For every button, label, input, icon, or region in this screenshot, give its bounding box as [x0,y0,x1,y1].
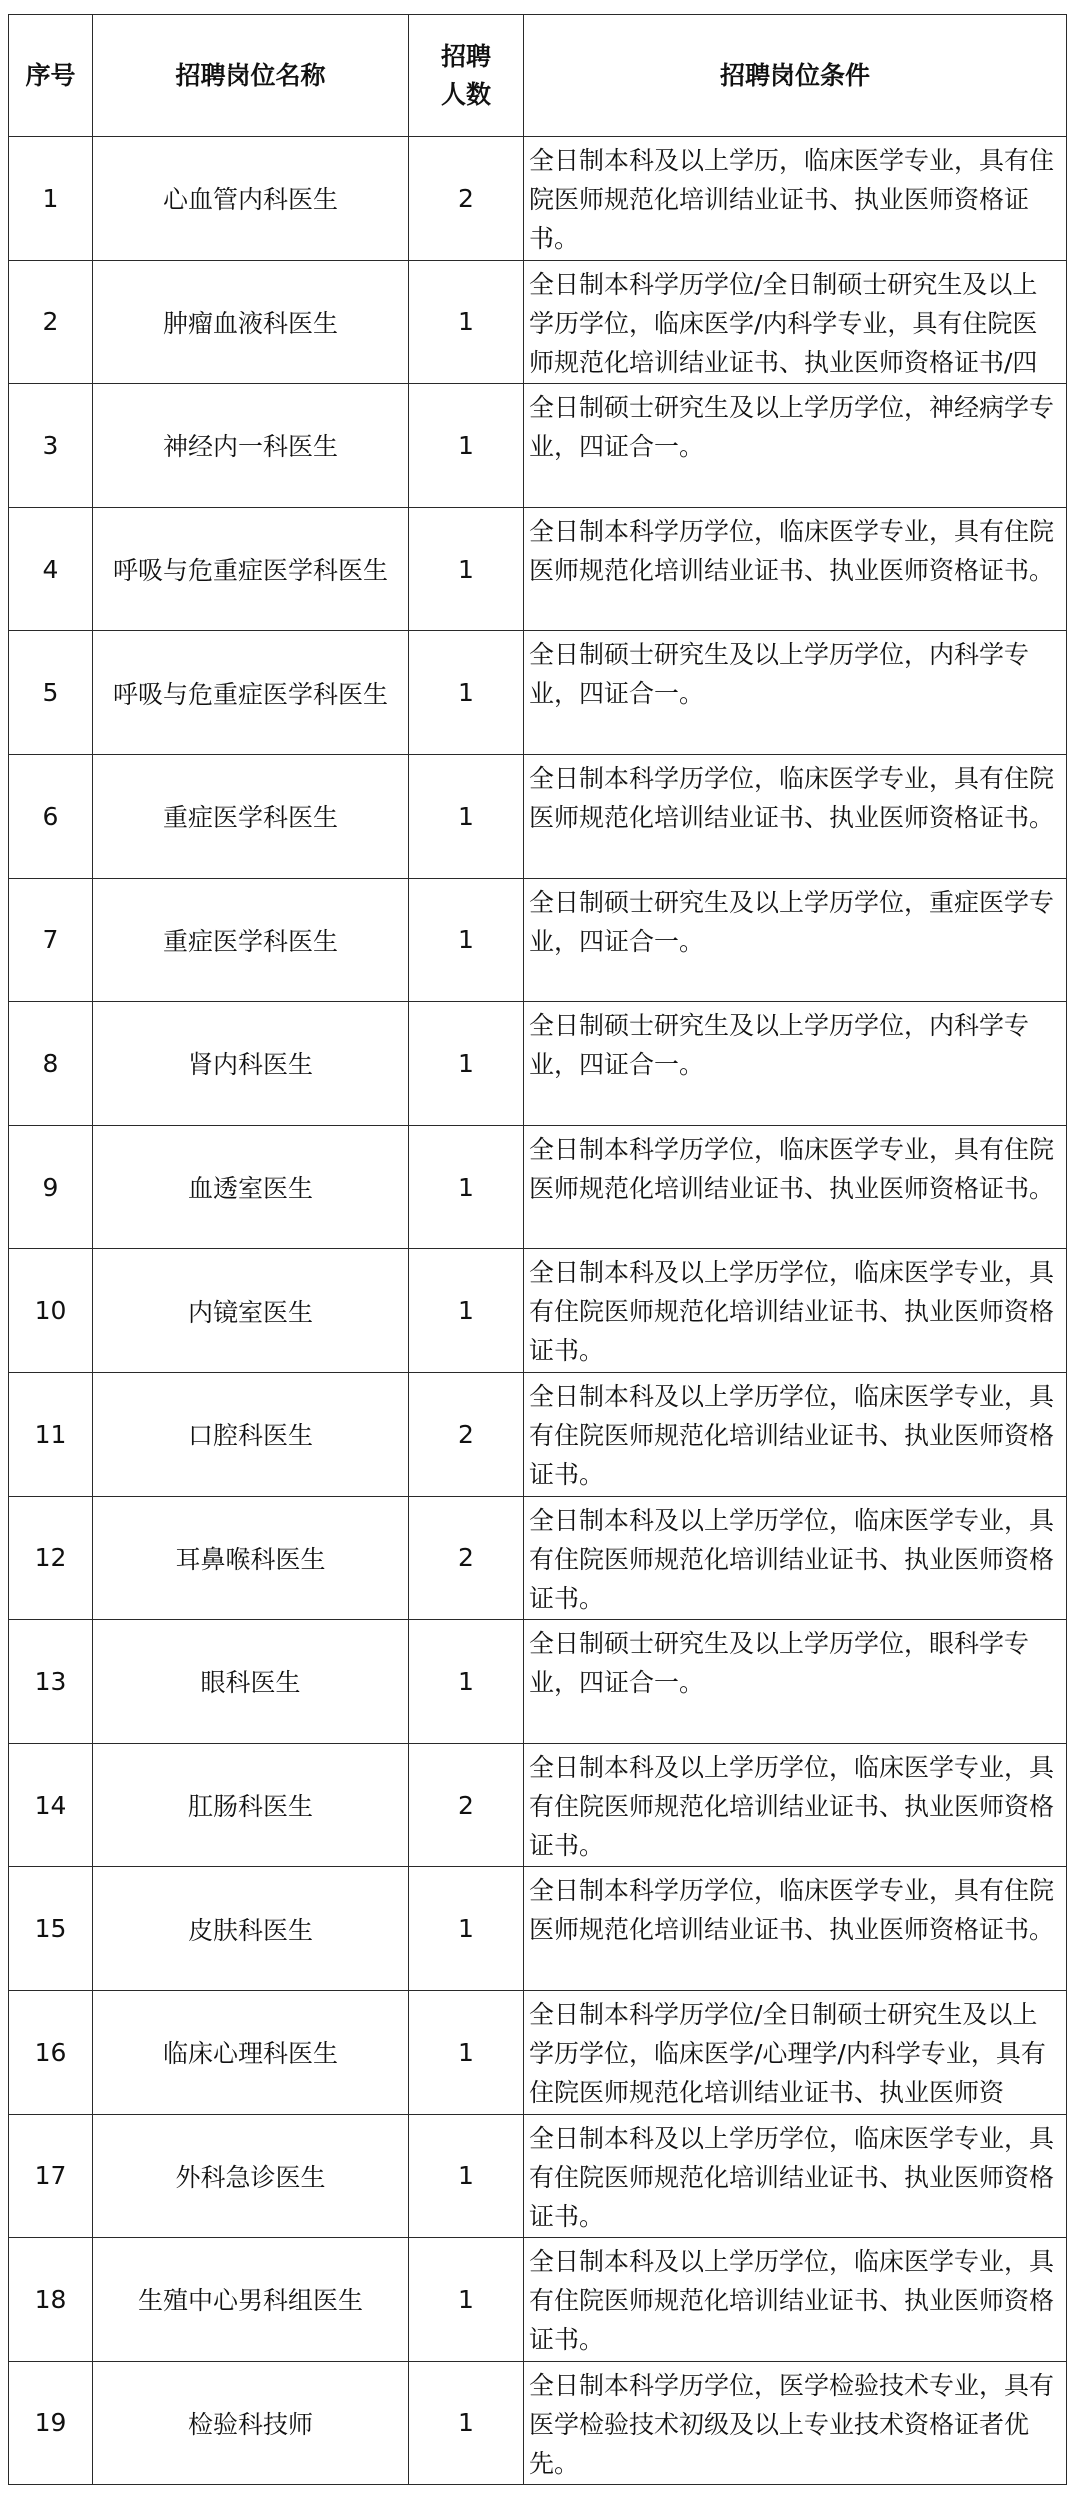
requirements-text: 全日制硕士研究生及以上学历学位，重症医学专业，四证合一。 [529,887,1055,956]
requirements-cell [524,1002,1067,1126]
hire-count: 1 [409,2361,524,2485]
requirements-text: 全日制硕士研究生及以上学历学位，眼科学专业，四证合一。 [529,1629,1030,1698]
row-index: 7 [9,878,93,1002]
hire-count: 2 [409,1743,524,1867]
hire-count: 2 [409,1496,524,1620]
hire-count: 1 [409,260,524,384]
table-row [9,1002,1067,1126]
requirements-cell [524,2114,1067,2238]
position-name: 呼吸与危重症医学科医生 [93,507,409,631]
requirements-cell [524,1743,1067,1867]
requirements-text: 全日制本科学历学位，临床医学专业，具有住院医师规范化培训结业证书、执业医师资格证书。 [529,763,1055,832]
position-name: 生殖中心男科组医生 [93,2238,409,2362]
requirements-cell [524,2238,1067,2362]
position-name: 神经内一科医生 [93,384,409,508]
recruitment-table [8,14,1067,2485]
requirements-cell [524,507,1067,631]
requirements-text: 全日制本科及以上学历学位，临床医学专业，具有住院医师规范化培训结业证书、执业医师资格证书。 [529,2247,1055,2355]
hire-count: 1 [409,1867,524,1991]
requirements-text: 全日制本科及以上学历学位，临床医学专业，具有住院医师规范化培训结业证书、执业医师资格证书。 [529,1752,1055,1860]
hire-count: 1 [409,1249,524,1373]
requirements-text: 全日制本科及以上学历学位，临床医学专业，具有住院医师规范化培训结业证书、执业医师资格证书。 [529,1381,1055,1489]
position-name: 呼吸与危重症医学科医生 [93,631,409,755]
header-count-label: 招聘人数 [440,42,491,109]
table-body [9,137,1067,2485]
table-row [9,2114,1067,2238]
position-name: 眼科医生 [93,1620,409,1744]
row-index: 15 [9,1867,93,1991]
row-index: 11 [9,1372,93,1496]
row-index: 17 [9,2114,93,2238]
requirements-cell [524,1249,1067,1373]
requirements-text: 全日制本科学历学位/全日制硕士研究生及以上学历学位，临床医学/内科学专业，具有住院医师规范化培训结业证书、执业医师资格证书/四 [529,269,1038,377]
row-index: 12 [9,1496,93,1620]
requirements-cell [524,754,1067,878]
requirements-text: 全日制本科及以上学历学位，临床医学专业，具有住院医师规范化培训结业证书、执业医师资格证书。 [529,1258,1055,1366]
table-row [9,878,1067,1002]
position-name: 肿瘤血液科医生 [93,260,409,384]
table-row [9,1990,1067,2114]
hire-count: 2 [409,137,524,261]
header-position: 招聘岗位名称 [93,15,409,137]
hire-count: 1 [409,1620,524,1744]
requirements-cell [524,1125,1067,1249]
table-row [9,1249,1067,1373]
requirements-text: 全日制本科学历学位，临床医学专业，具有住院医师规范化培训结业证书、执业医师资格证书。 [529,516,1055,585]
row-index: 14 [9,1743,93,1867]
hire-count: 1 [409,1990,524,2114]
row-index: 9 [9,1125,93,1249]
hire-count: 1 [409,384,524,508]
requirements-cell [524,384,1067,508]
row-index: 10 [9,1249,93,1373]
hire-count: 1 [409,507,524,631]
table-row [9,1867,1067,1991]
requirements-text: 全日制本科及以上学历学位，临床医学专业，具有住院医师规范化培训结业证书、执业医师资格证书。 [529,2123,1055,2231]
row-index: 8 [9,1002,93,1126]
requirements-cell [524,137,1067,261]
position-name: 内镜室医生 [93,1249,409,1373]
requirements-cell [524,2361,1067,2485]
requirements-text: 全日制本科学历学位，临床医学专业，具有住院医师规范化培训结业证书、执业医师资格证书。 [529,1876,1055,1945]
requirements-text: 全日制硕士研究生及以上学历学位，内科学专业，四证合一。 [529,640,1030,709]
requirements-text: 全日制本科及以上学历，临床医学专业，具有住院医师规范化培训结业证书、执业医师资格证书。 [529,146,1055,253]
requirements-cell [524,1620,1067,1744]
requirements-cell [524,1867,1067,1991]
table-row [9,754,1067,878]
header-index: 序号 [9,15,93,137]
requirements-cell [524,260,1067,384]
requirements-cell [524,878,1067,1002]
hire-count: 1 [409,754,524,878]
row-index: 5 [9,631,93,755]
position-name: 检验科技师 [93,2361,409,2485]
position-name: 外科急诊医生 [93,2114,409,2238]
hire-count: 1 [409,2114,524,2238]
table-row [9,2238,1067,2362]
row-index: 4 [9,507,93,631]
header-requirements: 招聘岗位条件 [524,15,1067,137]
row-index: 16 [9,1990,93,2114]
requirements-text: 全日制硕士研究生及以上学历学位，内科学专业，四证合一。 [529,1011,1030,1080]
table-row [9,137,1067,261]
table-row [9,2361,1067,2485]
row-index: 19 [9,2361,93,2485]
row-index: 6 [9,754,93,878]
position-name: 重症医学科医生 [93,754,409,878]
requirements-cell [524,1496,1067,1620]
hire-count: 1 [409,878,524,1002]
table-row [9,1372,1067,1496]
requirements-text: 全日制本科学历学位，临床医学专业，具有住院医师规范化培训结业证书、执业医师资格证书。 [529,1134,1055,1203]
row-index: 3 [9,384,93,508]
position-name: 重症医学科医生 [93,878,409,1002]
position-name: 血透室医生 [93,1125,409,1249]
position-name: 皮肤科医生 [93,1867,409,1991]
table-header-row [9,15,1067,137]
hire-count: 1 [409,2238,524,2362]
table-row [9,384,1067,508]
requirements-cell [524,1990,1067,2114]
row-index: 2 [9,260,93,384]
hire-count: 1 [409,1125,524,1249]
requirements-text: 全日制本科学历学位/全日制硕士研究生及以上学历学位，临床医学/心理学/内科学专业，具有住院医师规范化培训结业证书、执业医师资 [529,1999,1046,2107]
table-row [9,631,1067,755]
header-count [409,15,524,137]
requirements-text: 全日制本科学历学位，医学检验技术专业，具有医学检验技术初级及以上专业技术资格证者优先。 [529,2370,1055,2478]
position-name: 心血管内科医生 [93,137,409,261]
row-index: 1 [9,137,93,261]
requirements-text: 全日制硕士研究生及以上学历学位，神经病学专业，四证合一。 [529,393,1055,462]
row-index: 18 [9,2238,93,2362]
requirements-cell [524,1372,1067,1496]
table-row [9,1620,1067,1744]
table-row [9,507,1067,631]
position-name: 肾内科医生 [93,1002,409,1126]
requirements-cell [524,631,1067,755]
table-row [9,1496,1067,1620]
hire-count: 1 [409,631,524,755]
hire-count: 2 [409,1372,524,1496]
hire-count: 1 [409,1002,524,1126]
position-name: 耳鼻喉科医生 [93,1496,409,1620]
position-name: 口腔科医生 [93,1372,409,1496]
table-row [9,1743,1067,1867]
requirements-text: 全日制本科及以上学历学位，临床医学专业，具有住院医师规范化培训结业证书、执业医师资格证书。 [529,1505,1055,1613]
table-row [9,260,1067,384]
table-row [9,1125,1067,1249]
row-index: 13 [9,1620,93,1744]
position-name: 肛肠科医生 [93,1743,409,1867]
position-name: 临床心理科医生 [93,1990,409,2114]
